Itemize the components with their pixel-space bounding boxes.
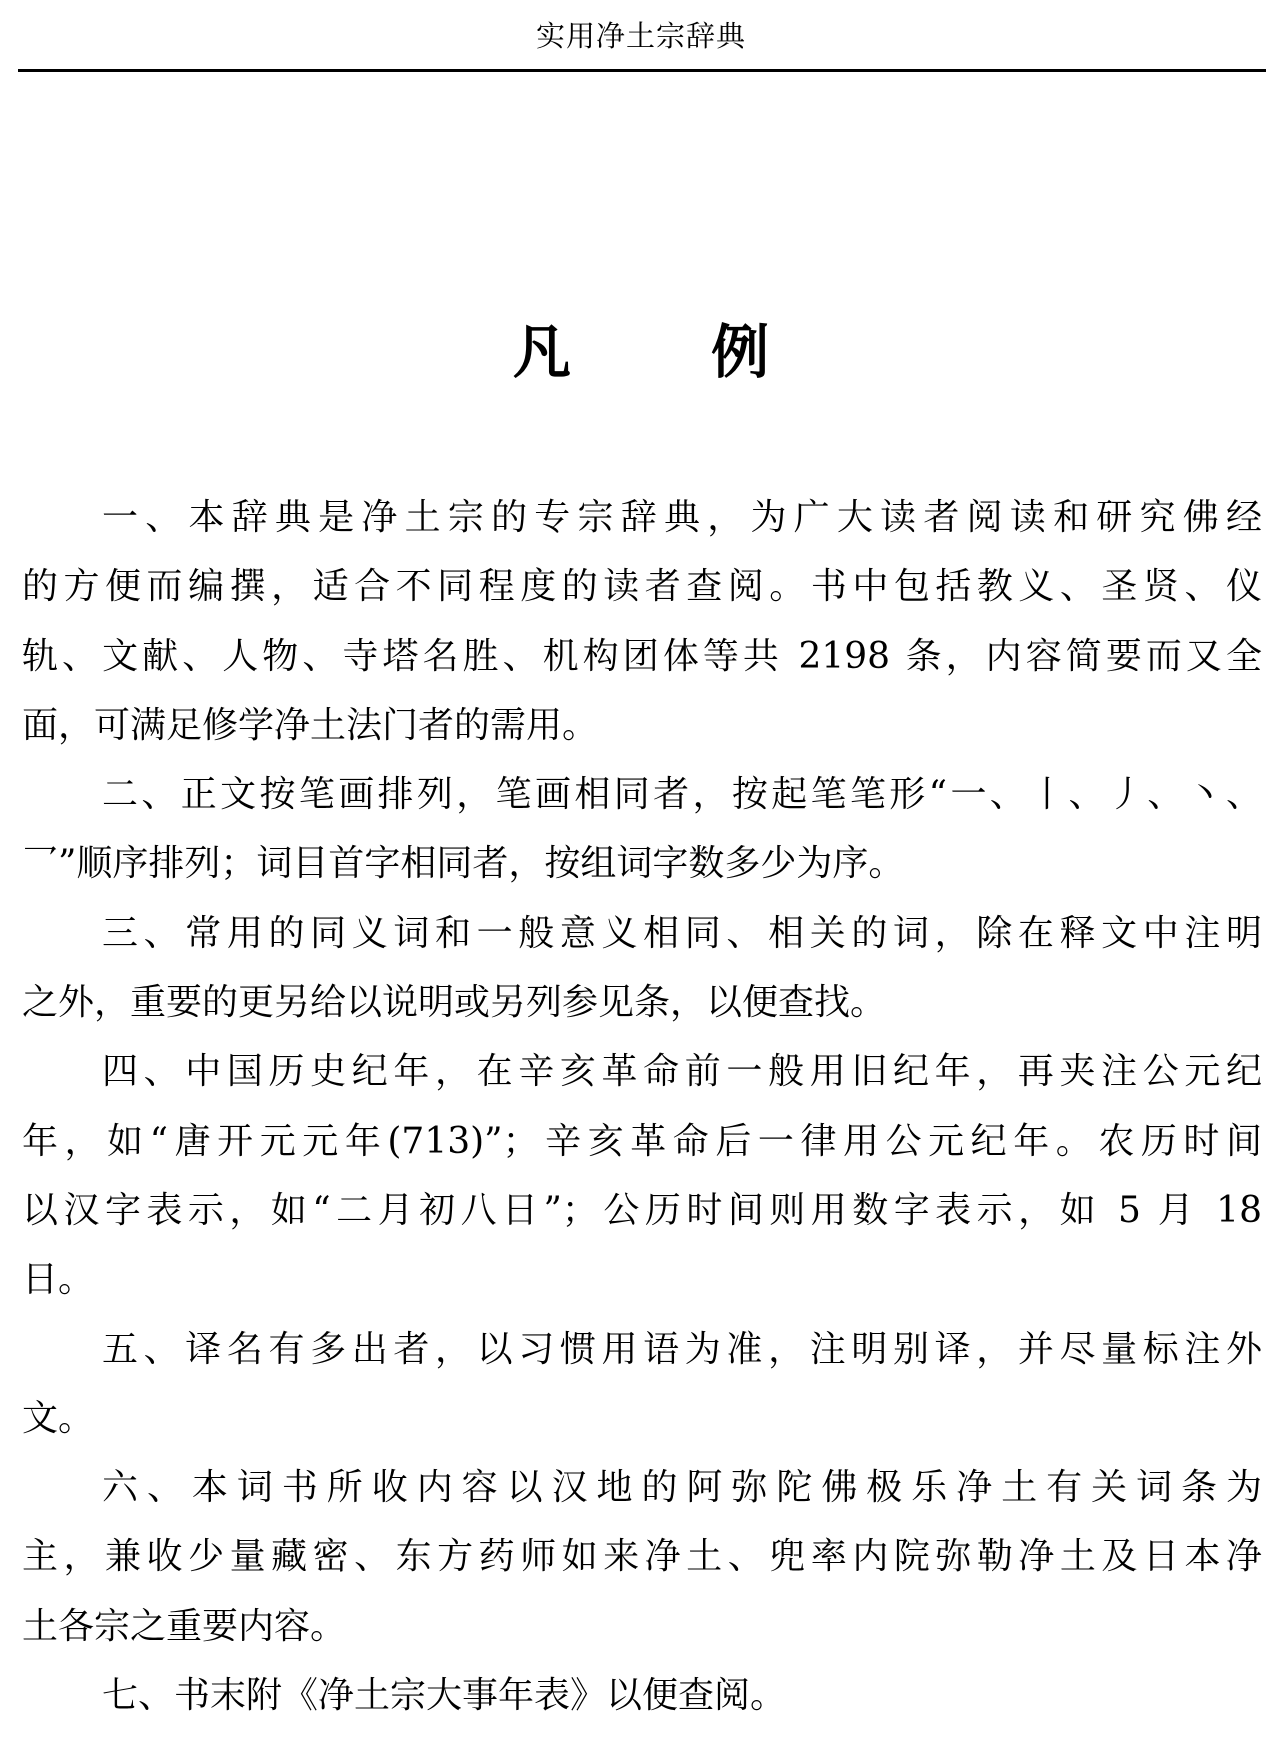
paragraph-3	[22, 899, 1262, 1038]
paragraph-4	[22, 1037, 1262, 1314]
text-line: 七、书末附《净土宗大事年表》以便查阅。	[102, 1675, 787, 1717]
text-line: 六、本词书所收内容以汉地的阿弥陀佛极乐净土有关词条为	[102, 1467, 1262, 1509]
paragraph-2	[22, 760, 1262, 899]
running-header: 实用净土宗辞典	[535, 19, 746, 53]
text-line: 文。	[22, 1397, 95, 1439]
text-line: 年，如“唐开元元年(713)”；辛亥革命后一律用公元纪年。农历时间	[22, 1120, 1262, 1162]
text-line: 的方便而编撰，适合不同程度的读者查阅。书中包括教义、圣贤、仪	[22, 566, 1262, 608]
paragraph-5	[22, 1315, 1262, 1454]
text-line: 面，可满足修学净土法门者的需用。	[22, 704, 599, 746]
text-line: 一、本辞典是净土宗的专宗辞典，为广大读者阅读和研究佛经	[102, 497, 1262, 538]
body-text	[22, 483, 1262, 1730]
header-rule	[18, 69, 1266, 72]
paragraph-6	[22, 1453, 1262, 1661]
text-line: 以汉字表示，如“二月初八日”；公历时间则用数字表示，如 5 月 18	[22, 1189, 1262, 1231]
page-title: 凡 例	[512, 318, 830, 386]
text-line: 乛”顺序排列；词目首字相同者，按组词字数多少为序。	[22, 843, 905, 885]
paragraph-1	[22, 483, 1262, 760]
paragraph-7	[22, 1661, 1262, 1730]
text-line: 之外，重要的更另给以说明或另列参见条，以便查找。	[22, 982, 887, 1024]
text-line: 二、正文按笔画排列，笔画相同者，按起笔笔形“一、丨、丿、丶、	[102, 774, 1262, 816]
text-line: 轨、文献、人物、寺塔名胜、机构团体等共 2198 条，内容简要而又全	[22, 635, 1262, 677]
text-line: 三、常用的同义词和一般意义相同、相关的词，除在释文中注明	[102, 912, 1262, 954]
text-line: 四、中国历史纪年，在辛亥革命前一般用旧纪年，再夹注公元纪	[102, 1051, 1262, 1093]
text-line: 土各宗之重要内容。	[22, 1605, 347, 1647]
text-line: 日。	[22, 1259, 95, 1301]
text-line: 五、译名有多出者，以习惯用语为准，注明别译，并尽量标注外	[102, 1328, 1262, 1370]
text-line: 主，兼收少量藏密、东方药师如来净土、兜率内院弥勒净土及日本净	[22, 1536, 1262, 1578]
